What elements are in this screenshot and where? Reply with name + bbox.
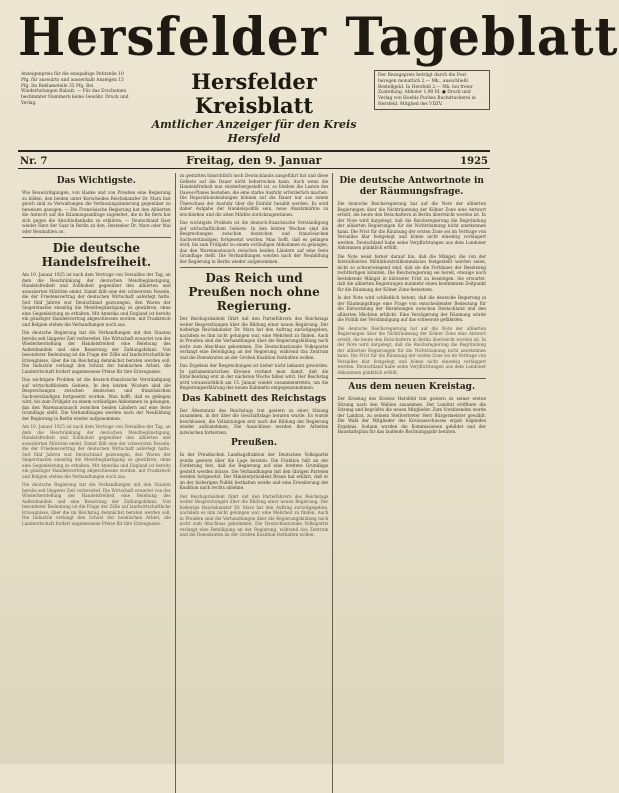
article-reich-part1: Der Reichspräsident führt mit den Parteiführern des Reichstags weiter Besprechungen über die Bildung einer neuen Regierung. Der bisherige Reichskanzler Dr. Marx hat den Auftrag zurückgegeben, nachdem es ihm nicht gelungen war, eine Mehrheit zu finden. Auch in Preußen sind die Verhandlungen über die Regierungsbildung noch nicht zum Abschluss gekommen. Die Deutschnationale Volkspartei verlangt eine Beteiligung an der Regierung, während das Zentrum und die Demokraten an der Großen Koalition festhalten wollen. xyxy=(179,316,329,360)
headline-wichtigste: Das Wichtigste. xyxy=(56,176,136,186)
masthead-title: Hersfelder Tageblatt xyxy=(18,5,619,68)
headline-reich-preussen: Das Reich und Preußen noch ohne Regierung. xyxy=(188,271,320,313)
headline-handelsfreiheit: Die deutsche Handelsfreiheit. xyxy=(41,241,152,269)
masthead-center xyxy=(134,70,374,146)
article-reich-part2: Das Ergebnis der Besprechungen ist bisher nicht bekannt geworden. In parlamentarischen Kreisen rechnet man damit, daß die Entscheidung erst in der nächsten Woche fallen wird. Der Reichstag wird voraussichtlich am 15. Januar wieder zusammentreten, um die Regierungserklärung des neuen Kabinetts entgegenzunehmen. xyxy=(179,363,329,390)
subhead-preussen: Preußen. xyxy=(230,438,278,448)
masthead-left-box: Anzeigenpreis für die einspaltige Petitzeile 10 Pfg. für auswärts und ausserhalb Anzeigen 15 Pfg. Im Reklameteile 35 Pfg. Bei Wiederholungen Rabatt. — Für das Erscheinen bestimmter Nummern keine Gewähr. Druck und Verlag. xyxy=(21,72,129,106)
column-left xyxy=(18,173,176,793)
masthead-row xyxy=(18,70,490,146)
headline-kreistag: Aus dem neuen Kreistag. xyxy=(348,382,476,392)
article-reich-part4: In der Preußischen Landtagsfraktion der Deutschen Volkspartei wurde gestern über die Lage beraten. Die Fraktion hält an der Forderung fest, daß die Regierung auf eine breitere Grundlage gestellt werden müsse. Die Verhandlungen mit den übrigen Parteien werden fortgesetzt. Der Ministerpräsident Braun hat erklärt, daß er an der bisherigen Politik festhalten werde und eine Erweiterung der Koalition nach rechts ablehne. xyxy=(179,452,329,490)
article-middle-top: zu gestatten hinsichtlich noch Deutschlands ausgeführt hat und diese Gebiete auf die Dauer nicht beherrschen kann. Auch wenn die Handelsfreiheit nun wiederhergestellt ist, so bleiben die Lasten des Dawes-Planes bestehen, die eine starke Ausfuhr erforderlich machen. Die Reparationsleistungen können auf die Dauer nur aus einem Überschuss der Ausfuhr über die Einfuhr bezahlt werden. Es wird daher Aufgabe der Handelspolitik sein, neue Absatzmärkte zu erschließen und die alten Märkte zurückzugewinnen. xyxy=(179,173,329,217)
article-handelsfreiheit-part2: Die deutsche Regierung hat die Verhandlungen mit den Staaten bereits seit längerer Zeit vorbereitet. Die Wirtschaft erwartet von der Wiederherstellung der Handelsfreiheit eine Belebung des Außenhandels und eine Besserung der Zahlungsbilanz. Von besonderer Bedeutung ist die Frage der Zölle auf landwirtschaftliche Erzeugnisse, über die im Reichstag demnächst beraten werden soll. Die Industrie verlangt den Schutz der heimischen Arbeit, die Landwirtschaft fordert angemessene Preise für ihre Erzeugnisse. xyxy=(22,330,171,374)
article-handelsfreiheit-cont: Am 10. Januar 1925 ist nach dem Vertrage von Versailles der Tag, an dem die Beschränkung der deutschen Meistbegünstigung, Handelsfreiheit und Zollhoheit gegenüber den alliierten und assoziierten Mächten endet. Damit fällt eine der schwersten Fesseln, die der Friedensvertrag der deutschen Wirtschaft auferlegt hatte. Seit fünf Jahren war Deutschland gezwungen, den Waren der Siegerstaaten einseitig die Meistbegünstigung zu gewähren, ohne eine Gegenleistung zu erhalten. Mit Amerika und England ist bereits ein günstiger Handelsvertrag abgeschlossen worden, mit Frankreich und Belgien stehen die Verhandlungen noch aus. xyxy=(22,424,171,479)
article-handelsfreiheit-part1: Am 10. Januar 1925 ist nach dem Vertrage von Versailles der Tag, an dem die Beschränkung der deutschen Meistbegünstigung, Handelsfreiheit und Zollhoheit gegenüber den alliierten und assoziierten Mächten endet. Damit fällt eine der schwersten Fesseln, die der Friedensvertrag der deutschen Wirtschaft auferlegt hatte. Seit fünf Jahren war Deutschland gezwungen, den Waren der Siegerstaaten einseitig die Meistbegünstigung zu gewähren, ohne eine Gegenleistung zu erhalten. Mit Amerika und England ist bereits ein günstiger Handelsvertrag abgeschlossen worden, mit Frankreich und Belgien stehen die Verhandlungen noch aus. xyxy=(22,272,171,327)
column-middle xyxy=(176,173,334,793)
article-columns xyxy=(18,173,490,793)
issue-number: Nr. 7 xyxy=(20,156,48,167)
article-middle-top2: Das wichtigste Problem ist die deutsch-französische Verständigung auf wirtschaftlichem Gebiete. In den letzten Wochen sind die Besprechungen zwischen deutschen und französischen Sachverständigen fortgesetzt worden. Man hofft, daß es gelingen wird, bis zum Frühjahr zu einem vorläufigen Abkommen zu gelangen, das den Warenaustausch zwischen beiden Ländern auf eine feste Grundlage stellt. Die Verhandlungen werden nach der Neubildung der Regierung in Berlin wieder aufgenommen. xyxy=(179,220,329,264)
masthead-tagline: Amtlicher Anzeiger für den Kreis Hersfeld xyxy=(151,118,357,145)
column-right xyxy=(333,173,490,793)
article-wichtigste: Wie Reuwürdigungen, von Hanke und von Preußen eine Regierung zu bilden, den beiden unter Kerscheides Reichskanzler Dr. Marx fast gleich sind zu Verwaltungen die Verfassungsänderung gegenüber zu beweisen gezogen. — Die Französische Regierung hat den Alliierten die Antwort auf die Räumungsanfrage zugeleitet, die in Be Bern hat sich gegen die Abschlußanbahn zu erklären. — Deutschland lässt wieder Herz der Saar in Berlin zu den. Dezember Dr. Marx oder Mai oder Reumahlen an. xyxy=(22,190,171,234)
article-antwortnote-part3: In der Note wird schließlich betont, daß die deutsche Regierung in der Räumungsfrage eine Frage von entscheidender Bedeutung für die Entwicklung der Beziehungen zwischen Deutschland und den alliierten Mächten erblickt. Eine Verzögerung der Räumung würde die Politik der Verständigung auf das schwerste gefährden. xyxy=(337,295,487,322)
article-handelsfreiheit-part3: Das wichtigste Problem ist die deutsch-französische Verständigung auf wirtschaftlichem Gebiete. In den letzten Wochen sind die Besprechungen zwischen deutschen und französischen Sachverständigen fortgesetzt worden. Man hofft, daß es gelingen wird, bis zum Frühjahr zu einem vorläufigen Abkommen zu gelangen, das den Warenaustausch zwischen beiden Ländern auf eine feste Grundlage stellt. Die Verhandlungen werden nach der Neubildung der Regierung in Berlin wieder aufgenommen. xyxy=(22,377,171,421)
article-antwortnote-part4: Die deutsche Reichsregierung hat auf die Note der alliierten Regierungen über die Nichträumung der Kölner Zone eine Antwort erteilt, die heute den Botschaftern in Berlin überreicht worden ist. In der Note wird dargelegt, daß die Reichsregierung die Begründung der alliierten Regierungen für die Nichträumung nicht anerkennen kann. Die Frist für die Räumung der ersten Zone sei im Vertrage von Versailles klar festgelegt und könne nicht einseitig verlängert werden. Deutschland habe seine Verpflichtungen aus dem Londoner Abkommen pünktlich erfüllt. xyxy=(337,325,487,375)
article-handelsfreiheit-cont2: Die deutsche Regierung hat die Verhandlungen mit den Staaten bereits seit längerer Zeit vorbereitet. Die Wirtschaft erwartet von der Wiederherstellung der Handelsfreiheit eine Belebung des Außenhandels und eine Besserung der Zahlungsbilanz. Von besonderer Bedeutung ist die Frage der Zölle auf landwirtschaftliche Erzeugnisse, über die im Reichstag demnächst beraten werden soll. Die Industrie verlangt den Schutz der heimischen Arbeit, die Landwirtschaft fordert angemessene Preise für ihre Erzeugnisse. xyxy=(22,482,171,526)
issue-year: 1925 xyxy=(460,156,488,167)
dateline xyxy=(18,150,490,169)
column-rule xyxy=(337,378,486,379)
issue-date: Freitag, den 9. Januar xyxy=(186,154,322,167)
article-reich-part3: Der Ältestenrat des Reichstags trat gestern zu einer Sitzung zusammen, in der über die Geschäftslage beraten wurde. Es wurde beschlossen, die Vollsitzungen erst nach der Bildung der Regierung wieder aufzunehmen. Die Ausschüsse werden ihre Arbeiten inzwischen fortsetzen. xyxy=(179,407,329,435)
headline-antwortnote: Die deutsche Antwortnote in der Räumungsfrage. xyxy=(339,176,484,197)
subhead-kabinett: Das Kabinett des Reichstags xyxy=(181,393,327,404)
article-antwortnote-part2: Die Note weist ferner darauf hin, daß die Mängel, die von der Interalliierten Militärkontrollkommission festgestellt worden seien, nicht so schwerwiegend sind, daß sie die Fortdauer der Besetzung rechtfertigen könnten. Die Reichsregierung sei bereit, etwaige noch bestehende Mängel in kürzester Frist zu beseitigen. Sie erwartet, daß die alliierten Regierungen nunmehr einen bestimmten Zeitpunkt für die Räumung der Kölner Zone festsetzen. xyxy=(337,253,487,292)
article-antwortnote-part1: Die deutsche Reichsregierung hat auf die Note der alliierten Regierungen über die Nichträumung der Kölner Zone eine Antwort erteilt, die heute den Botschaftern in Berlin überreicht worden ist. In der Note wird dargelegt, daß die Reichsregierung die Begründung der alliierten Regierungen für die Nichträumung nicht anerkennen kann. Die Frist für die Räumung der ersten Zone sei im Vertrage von Versailles klar festgelegt und könne nicht einseitig verlängert werden. Deutschland habe seine Verpflichtungen aus dem Londoner Abkommen pünktlich erfüllt. xyxy=(337,201,487,250)
column-rule xyxy=(180,267,329,268)
article-kreistag: Der Kreistag des Kreises Hersfeld trat gestern zu seiner ersten Sitzung nach den Wahlen zusammen. Der Landrat eröffnete die Sitzung und begrüßte die neuen Mitglieder. Zum Vorsitzenden wurde der Landrat, zu seinem Stellvertreter Herr Bürgermeister gewählt. Die Wahl der Mitglieder des Kreisausschusses ergab folgendes Ergebnis. Sodann wurden die Kommissionen gebildet und der Haushaltsplan für das laufende Rechnungsjahr beraten. xyxy=(337,396,487,434)
article-reich-part5: Der Reichspräsident führt mit den Parteiführern des Reichstags weiter Besprechungen über die Bildung einer neuen Regierung. Der bisherige Reichskanzler Dr. Marx hat den Auftrag zurückgegeben, nachdem es ihm nicht gelungen war, eine Mehrheit zu finden. Auch in Preußen sind die Verhandlungen über die Regierungsbildung noch nicht zum Abschluss gekommen. Die Deutschnationale Volkspartei verlangt eine Beteiligung an der Regierung, während das Zentrum und die Demokraten an der Großen Koalition festhalten wollen. xyxy=(179,493,329,537)
masthead-right-box: Der Bezugspreis beträgt durch die Post bezogen monatlich 2.— Mk., ausschließl. Bestellgeld. In Hersfeld 2.— Mk. bei freier Zustellung. Abholer 1,90 M. ● Druck und Verlag von Hoehls Puches Buchdruckerei in Hersfeld. Mitglied des VDZV. xyxy=(374,70,490,110)
column-rule xyxy=(22,237,171,238)
masthead-subtitle: Hersfelder Kreisblatt xyxy=(191,69,317,118)
